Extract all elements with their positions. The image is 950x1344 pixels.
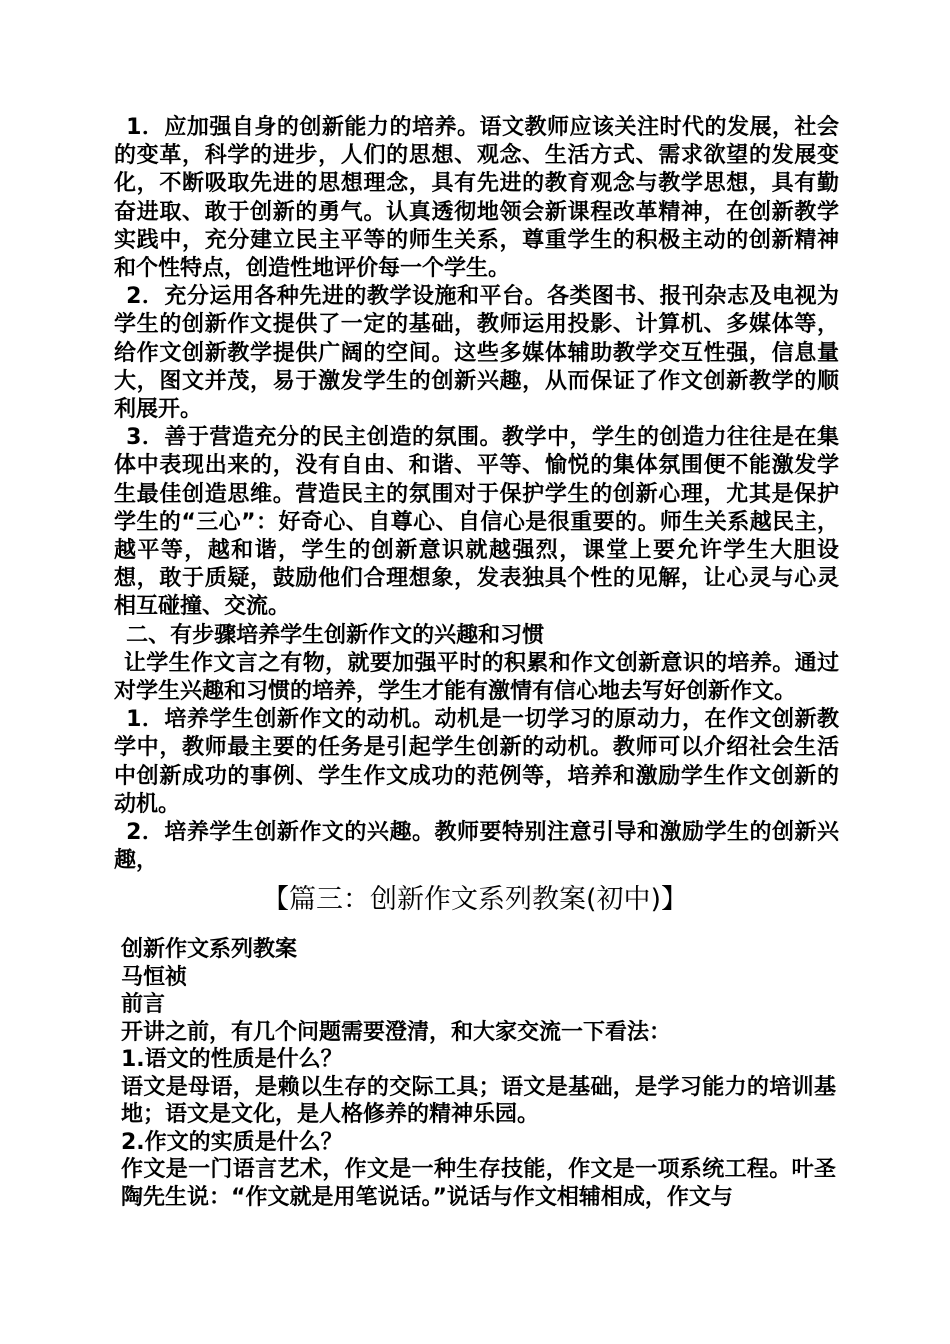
paragraph-6: 2．培养学生创新作文的兴趣。教师要特别注意引导和激励学生的创新兴趣， [114, 820, 839, 874]
question-1: 1.语文的性质是什么？ [121, 1047, 343, 1072]
paragraph-5: 1．培养学生创新作文的动机。动机是一切学习的原动力，在作文创新教学中，教师最主要的任务是引起学生创新的动机。教师可以介绍社会生活中创新成功的事例、学生作文成功的范例等，培养和激励学生作文创新的动机。 [114, 707, 839, 817]
lesson-author: 马恒祯 [121, 964, 188, 990]
section-heading-2: 二、有步骤培养学生创新作文的兴趣和习惯 [126, 622, 545, 648]
paragraph-4: 让学生作文言之有物，就要加强平时的积累和作文创新意识的培养。通过对学生兴趣和习惯的培养，学生才能有激情有信心地去写好创新作文。 [114, 650, 839, 705]
lesson-title: 创新作文系列教案 [121, 937, 298, 962]
intro-paragraph: 开讲之前，有几个问题需要澄清，和大家交流一下看法： [121, 1019, 672, 1045]
paragraph-3: 3．善于营造充分的民主创造的氛围。教学中，学生的创造力往往是在集体中表现出来的，没有自由、和谐、平等、愉悦的集体氛围便不能激发学生最佳创造思维。营造民主的氛围对于保护学生的创新心理，尤其是保护学生的“三心”：好奇心、自尊心、自信心是很重要的。师生关系越民主，越平等，越和谐，学生的创新意识就越强烈，课堂上要允许学生大胆设想，敢于质疑，鼓励他们合理想象，发表独具个性的见解，让心灵与心灵相互碰撞、交流。 [114, 425, 839, 620]
paragraph-2: 2．充分运用各种先进的教学设施和平台。各类图书、报刊杂志及电视为学生的创新作文提供了一定的基础，教师运用投影、计算机、多媒体等，给作文创新教学提供广阔的空间。这些多媒体辅助教学交互性强，信息量大，图文并茂，易于激发学生的创新兴趣，从而保证了作文创新教学的顺利展开。 [114, 284, 839, 423]
part-three-heading: 【篇三：创新作文系列教案(初中)】 [261, 884, 689, 915]
answer-1: 语文是母语，是赖以生存的交际工具；语文是基础，是学习能力的培训基地；语文是文化，是人格修养的精神乐园。 [121, 1074, 836, 1127]
essay-section-upper [114, 114, 839, 875]
preface-heading: 前言 [121, 992, 166, 1017]
answer-2: 作文是一门语言艺术，作文是一种生存技能，作文是一项系统工程。叶圣陶先生说：“作文就是用笔说话。”说话与作文相辅相成，作文与 [121, 1157, 836, 1210]
question-2: 2.作文的实质是什么？ [121, 1129, 343, 1155]
lesson-plan-section [121, 936, 836, 1211]
paragraph-1: 1．应加强自身的创新能力的培养。语文教师应该关注时代的发展，社会的变革，科学的进步，人们的思想、观念、生活方式、需求欲望的发展变化，不断吸取先进的思想理念，具有先进的教育观念与教学思想，具有勤奋进取、敢于创新的勇气。认真透彻地领会新课程改革精神，在创新教学实践中，充分建立民主平等的师生关系，尊重学生的积极主动的创新精神和个性特点，创造性地评价每一个学生。 [114, 115, 839, 282]
